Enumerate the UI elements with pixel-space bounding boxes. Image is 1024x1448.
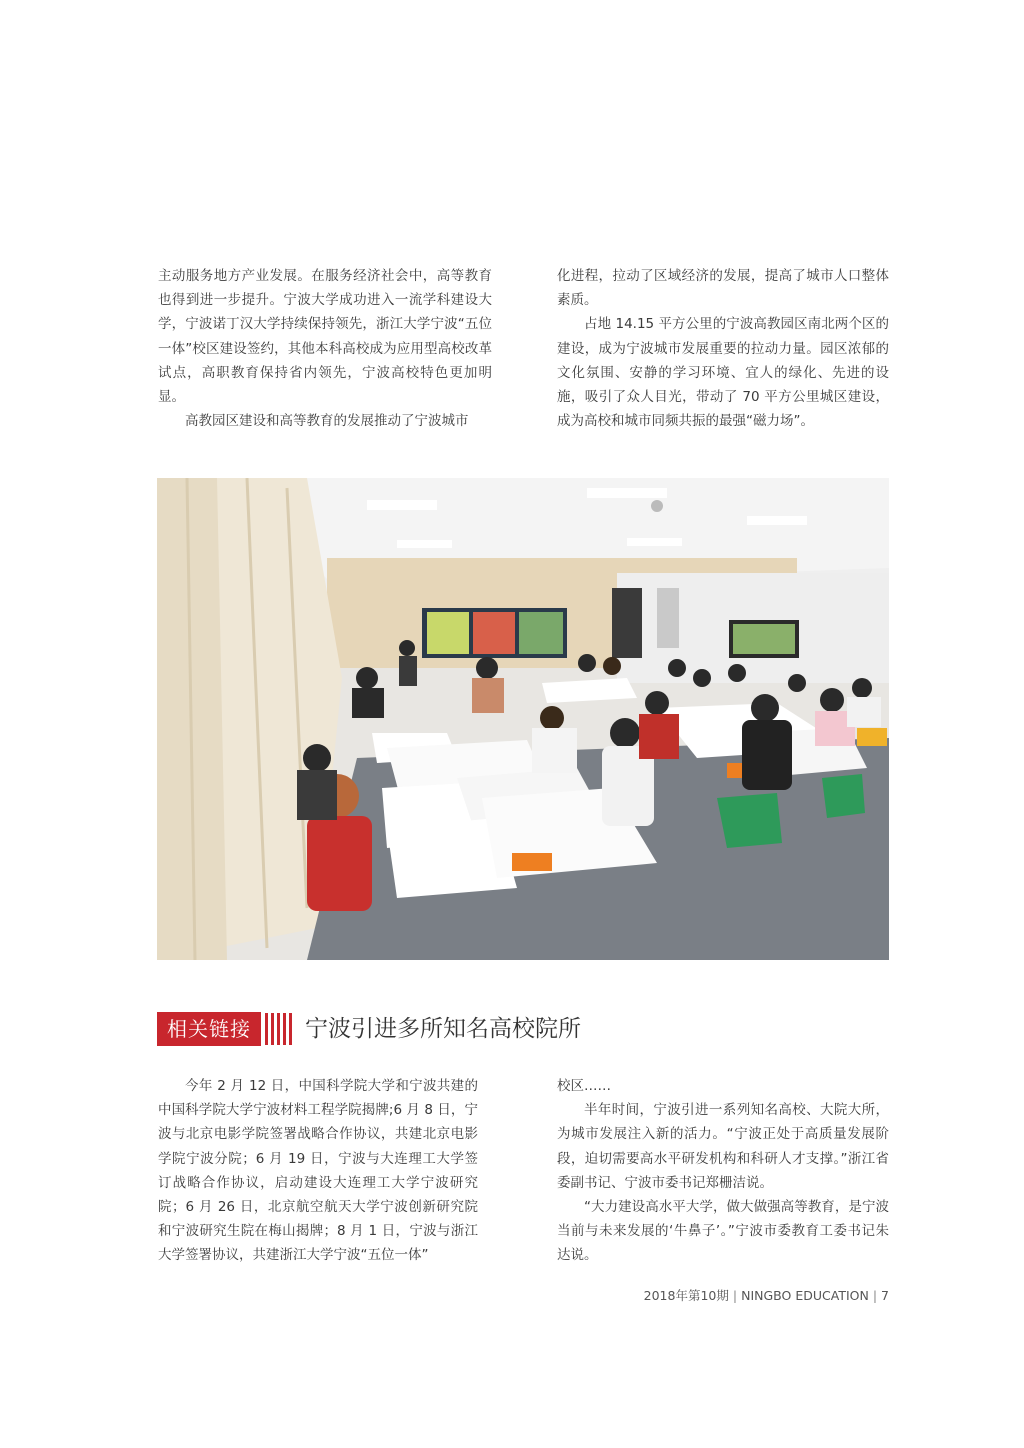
related-paragraph: 半年时间，宁波引进一系列知名高校、大院大所，为城市发展注入新的活力。“宁波正处于高质量发展阶段，迫切需要高水平研发机构和科研人才支撑。”浙江省委副书记、宁波市委书记郑栅洁说。 <box>557 1102 889 1191</box>
related-links-title: 宁波引进多所知名高校院所 <box>305 1016 581 1042</box>
footer-divider: | <box>872 1288 878 1303</box>
article-paragraph: 主动服务地方产业发展。在服务经济社会中，高等教育也得到进一步提升。宁波大学成功进入一流学科建设大学，宁波诺丁汉大学持续保持领先，浙江大学宁波“五位一体”校区建设签约，其他本科高校成为应用型高校改革试点，高职教育保持省内领先，宁波高校特色更加明显。 <box>158 268 492 406</box>
article-column-top-left <box>158 264 492 433</box>
related-paragraph: “大力建设高水平大学，做大做强高等教育，是宁波当前与未来发展的‘牛鼻子’。”宁波市委教育工委书记朱达说。 <box>557 1199 889 1264</box>
related-links-badge: 相关链接 <box>157 1012 261 1046</box>
classroom-photo <box>157 478 889 960</box>
footer-divider: | <box>732 1288 738 1303</box>
page-footer <box>560 1286 889 1304</box>
decorative-stripes-icon <box>265 1013 293 1045</box>
related-links-header <box>157 1012 657 1046</box>
related-paragraph: 今年 2 月 12 日，中国科学院大学和宁波共建的中国科学院大学宁波材料工程学院揭牌;6 月 8 日，宁波与北京电影学院签署战略合作协议，共建北京电影学院宁波分院；6 月 19 日，宁波与大连理工大学签订战略合作协议，启动建设大连理工大学宁波研究院；6 月 26 日，北京航空航天大学宁波创新研究院和宁波研究生院在梅山揭牌；8 月 1 日，宁波与浙江大学签署协议，共建浙江大学宁波“五位一体” <box>158 1078 478 1264</box>
related-column-right <box>557 1074 889 1268</box>
article-paragraph: 高教园区建设和高等教育的发展推动了宁波城市 <box>185 413 469 430</box>
article-paragraph: 化进程，拉动了区域经济的发展，提高了城市人口整体素质。 <box>557 268 889 309</box>
article-column-top-right <box>557 264 889 433</box>
related-column-left <box>158 1074 478 1268</box>
article-paragraph: 占地 14.15 平方公里的宁波高教园区南北两个区的建设，成为宁波城市发展重要的拉动力量。园区浓郁的文化氛围、安静的学习环境、宜人的绿化、先进的设施，吸引了众人目光，带动了 70 平方公里城区建设，成为高校和城市同频共振的最强“磁力场”。 <box>557 316 889 430</box>
related-paragraph: 校区…… <box>557 1078 611 1094</box>
issue-label: 2018年第10期 <box>643 1288 729 1303</box>
page-number: 7 <box>881 1288 889 1303</box>
magazine-name: NINGBO EDUCATION <box>741 1288 869 1303</box>
